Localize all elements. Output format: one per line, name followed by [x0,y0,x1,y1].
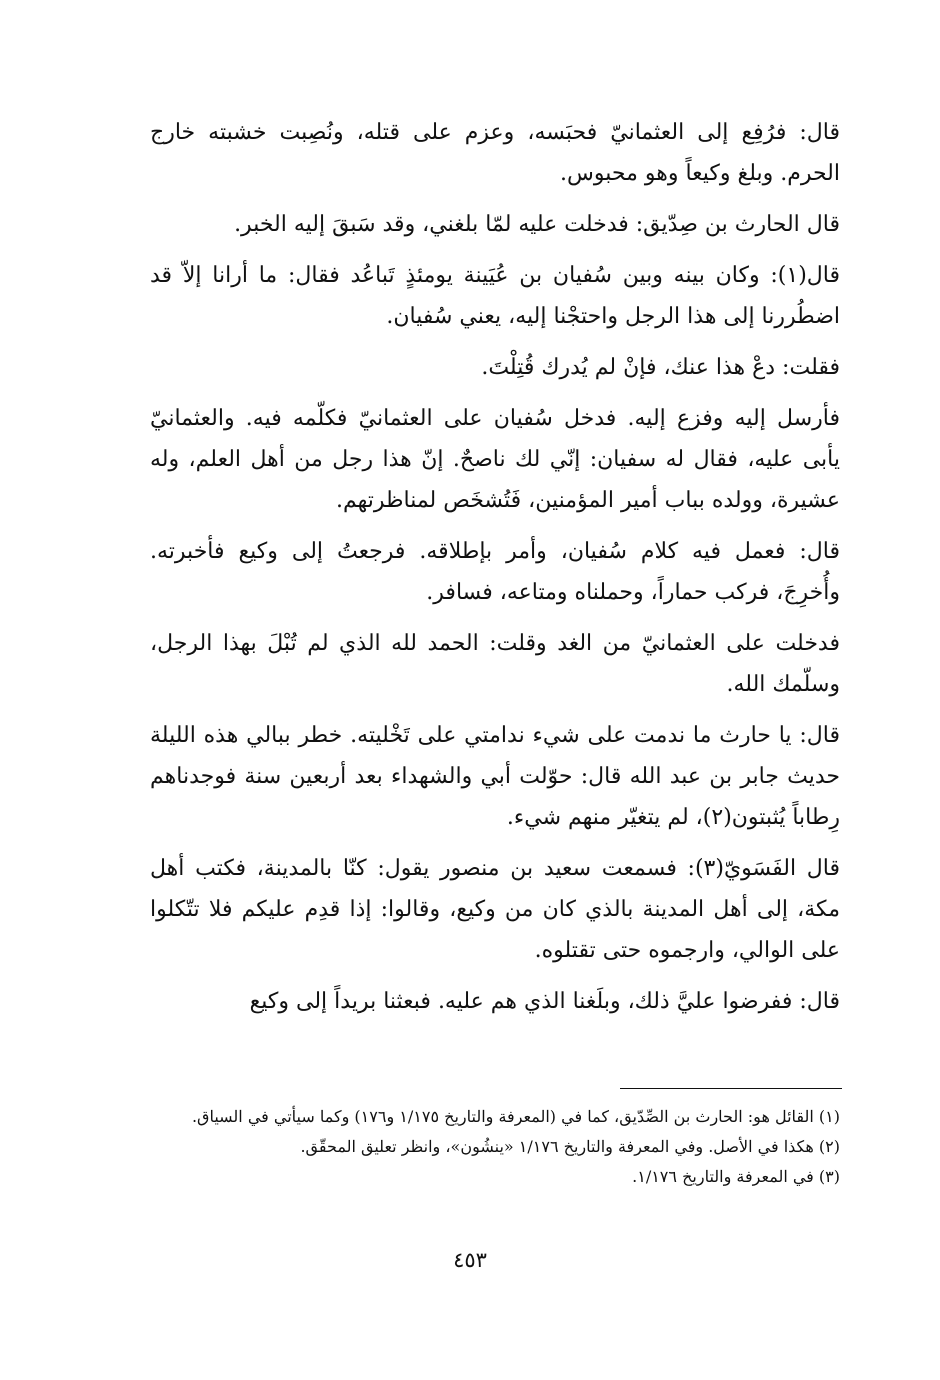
paragraph-7: فدخلت على العثمانيّ من الغد وقلت: الحمد لله الذي لم تُبْلَ بهذا الرجل، وسلّمك الله. [150,631,840,697]
footnote-1: (١) القائل هو: الحارث بن الصِّدّيق، كما في (المعرفة والتاريخ ١/١٧٥ و١٧٦) وكما سيأتي في السياق. [191,1107,840,1126]
footnote-2: (٢) هكذا في الأصل. وفي المعرفة والتاريخ ١/١٧٦ «ينشُون»، وانظر تعليق المحقّق. [300,1137,840,1156]
paragraph-1: قال: فرُفِع إلى العثمانيّ فحبَسه، وعزم على قتله، ونُصِبت خشبته خارج الحرم. وبلغ وكيعاً وهو محبوس. [150,120,840,186]
footnote-3: (٣) في المعرفة والتاريخ ١/١٧٦. [632,1167,840,1186]
paragraph-9: قال الفَسَويّ(٣): فسمعت سعيد بن منصور يقول: كنّا بالمدينة، فكتب أهل مكة، إلى أهل المدينة بالذي كان من وكيع، وقالوا: إذا قدِم عليكم فلا تتّكلوا على الوالي، وارجموه حتى تقتلوه. [150,856,841,963]
footnote-divider [620,1088,842,1089]
footnotes [150,1104,840,1194]
paragraph-10: قال: ففرضوا عليَّ ذلك، وبلَغنا الذي هم عليه. فبعثنا بريداً إلى وكيع [249,989,840,1014]
paragraph-2: قال الحارث بن صِدّيق: فدخلت عليه لمّا بلغني، وقد سَبقَ إليه الخبر. [234,212,840,237]
paragraph-8: قال: يا حارث ما ندمت على شيء ندامتي على تَخْليته. خطر ببالي هذه الليلة حديث جابر بن عبد الله قال: حوّلت أبي والشهداء بعد أربعين سنة فوجدناهم رِطاباً يُثبتون(٢)، لم يتغيّر منهم شيء. [150,723,840,830]
paragraph-5: فأرسل إليه وفزع إليه. فدخل سُفيان على العثمانيّ فكلّمه فيه. والعثمانيّ يأبى عليه، فقال له سفيان: إنّي لك ناصحٌ. إنّ هذا رجل من أهل العلم، وله عشيرة، وولده بباب أمير المؤمنين، فَتُشخَص لمناظرتهم. [150,406,840,513]
page-number: ٤٥٣ [453,1248,487,1272]
paragraph-3: قال(١): وكان بينه وبين سُفيان بن عُيَينة يومئذٍ تَباعُد فقال: ما أرانا إلاّ قد اضطُررنا إلى هذا الرجل واحتجْنا إليه، يعني سُفيان. [150,263,840,329]
main-text [150,112,840,1032]
paragraph-6: قال: فعمل فيه كلام سُفيان، وأمر بإطلاقه. فرجعتُ إلى وكيع فأخبرته. وأُخرِجَ، فركب حماراً، وحملناه ومتاعه، فسافر. [150,539,840,605]
paragraph-4: فقلت: دعْ هذا عنك، فإنْ لم يُدرك قُتِلْتَ. [481,355,840,380]
